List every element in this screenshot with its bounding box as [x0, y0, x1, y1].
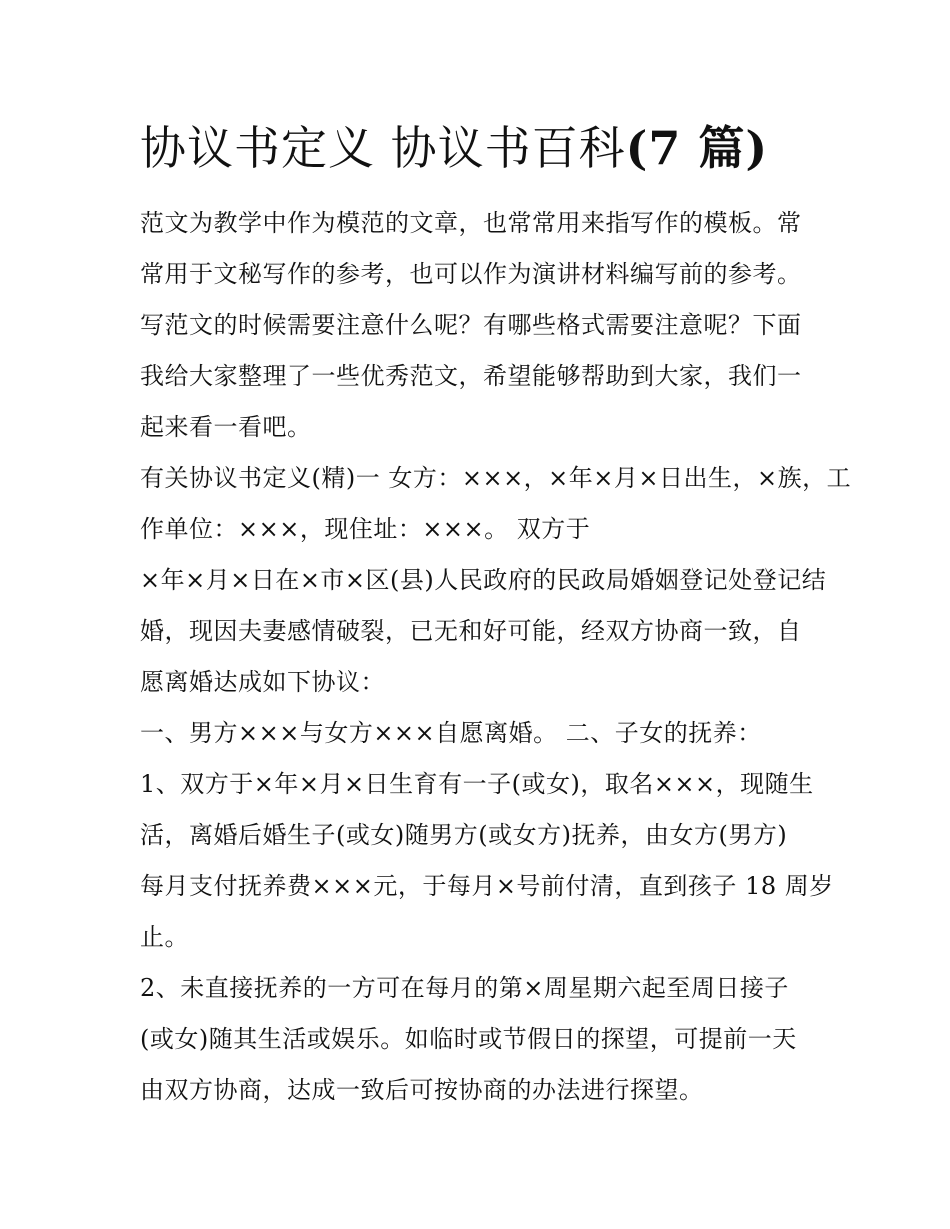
body-line: 作单位：×××，现住址：×××。 双方于 — [140, 515, 591, 543]
body-line: 愿离婚达成如下协议： — [140, 668, 385, 696]
body-line: 起来看一看吧。 — [140, 413, 312, 441]
body-line: 1、双方于×年×月×日生育有一子(或女)，取名×××，现随生 — [140, 770, 814, 798]
body-line: 我给大家整理了一些优秀范文，希望能够帮助到大家，我们一 — [140, 362, 802, 390]
body-line: 2、未直接抚养的一方可在每月的第×周星期六起至周日接子 — [140, 974, 789, 1002]
body-line: 一、男方×××与女方×××自愿离婚。 二、子女的抚养： — [140, 719, 762, 747]
body-line: 每月支付抚养费×××元，于每月×号前付清，直到孩子 18 周岁 — [140, 872, 834, 900]
body-line: 范文为教学中作为模范的文章，也常常用来指写作的模板。常 — [140, 209, 802, 237]
title-suffix: (7 篇) — [625, 121, 769, 175]
body-line: (或女)随其生活或娱乐。如临时或节假日的探望，可提前一天 — [140, 1025, 797, 1053]
body-line: 写范文的时候需要注意什么呢？有哪些格式需要注意呢？下面 — [140, 311, 802, 339]
body-line: 活，离婚后婚生子(或女)随男方(或女方)抚养，由女方(男方) — [140, 821, 788, 849]
body-line: 止。 — [140, 923, 189, 951]
body-line: 常用于文秘写作的参考，也可以作为演讲材料编写前的参考。 — [140, 260, 802, 288]
title-main: 协议书定义 协议书百科 — [140, 121, 626, 175]
body-line: 由双方协商，达成一致后可按协商的办法进行探望。 — [140, 1076, 704, 1104]
document-title — [140, 118, 840, 178]
body-line: 有关协议书定义(精)一 女方：×××，×年×月×日出生，×族，工 — [140, 464, 852, 492]
body-line: ×年×月×日在×市×区(县)人民政府的民政局婚姻登记处登记结 — [140, 566, 827, 594]
body-line: 婚，现因夫妻感情破裂，已无和好可能，经双方协商一致，自 — [140, 617, 802, 645]
document-body — [140, 198, 852, 1116]
